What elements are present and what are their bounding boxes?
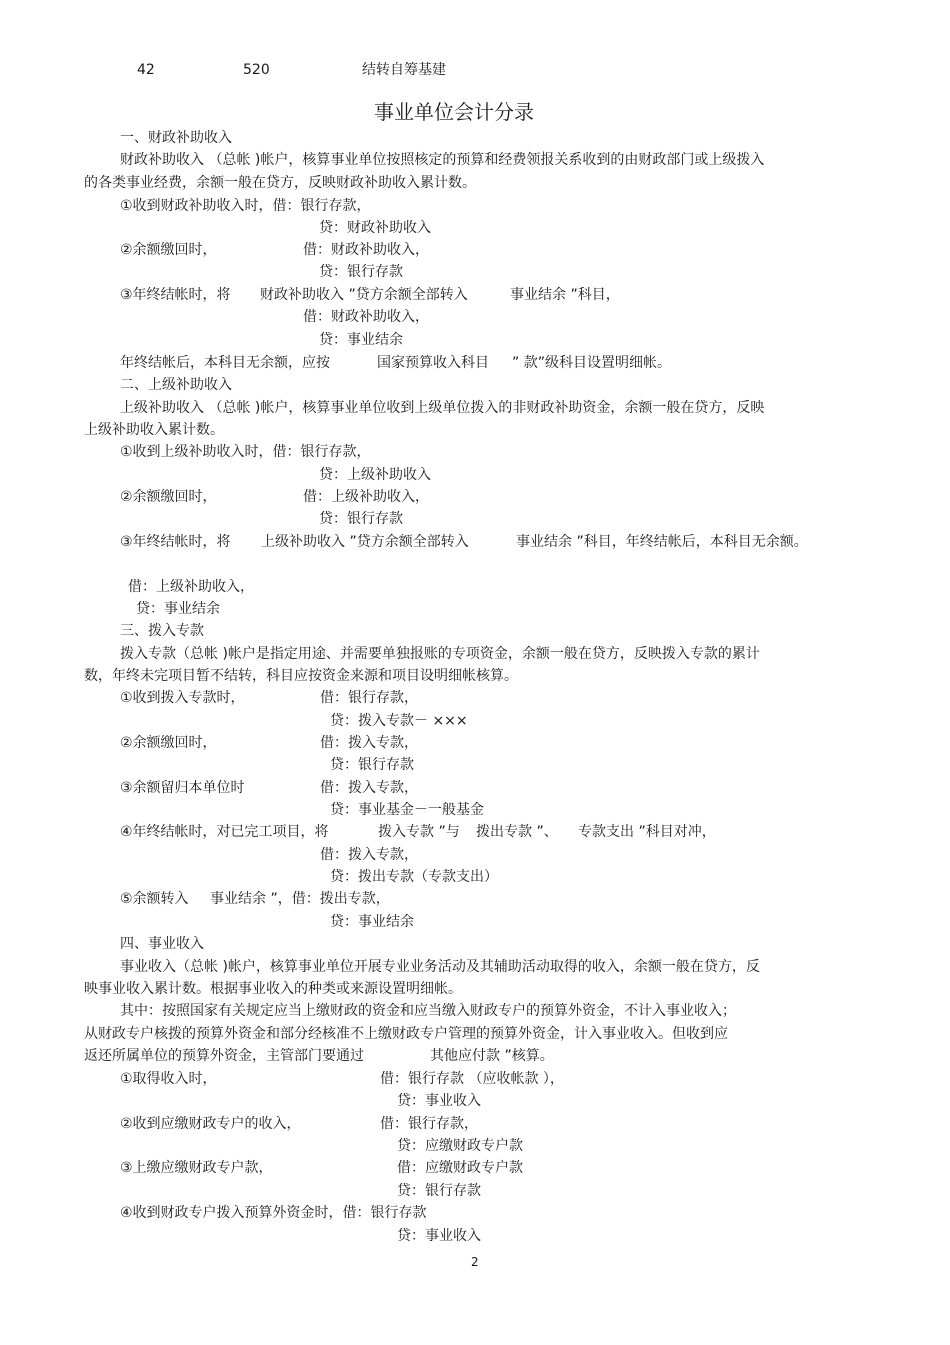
paragraph-line: 上级补助收入累计数。 — [84, 422, 224, 438]
page-title: 事业单位会计分录 — [374, 100, 534, 124]
note-line: 年终结帐后，本科目无余额，应按 — [120, 355, 330, 371]
section-heading-1: 一、财政补助收入 — [120, 130, 232, 146]
entry-credit: 贷：银行存款 — [397, 1183, 481, 1199]
entry-debit: 借：拨入专款， — [320, 735, 418, 751]
note-line: 国家预算收入科目 — [377, 355, 489, 371]
entry-line: ②余额缴回时， — [120, 489, 217, 505]
entry-debit: 借：上级补助收入， — [303, 489, 429, 505]
paragraph-line: 上级补助收入 （总帐 )帐户，核算事业单位收到上级单位拨入的非财政补助资金，余额一般在贷方，反映 — [120, 400, 765, 416]
entry-line: 财政补助收入 ”贷方余额全部转入 — [260, 287, 468, 303]
entry-line: ②余额缴回时， — [120, 735, 217, 751]
entry-line: ④收到财政专户拨入预算外资金时，借：银行存款 — [120, 1205, 427, 1221]
entry-debit: 借：银行存款， — [380, 1116, 478, 1132]
header-col-1: 42 — [137, 62, 155, 78]
entry-credit: 贷：上级补助收入 — [319, 467, 431, 483]
entry-debit: 借：拨入专款， — [320, 847, 418, 863]
entry-line: 事业结余 ”科目， — [510, 287, 620, 303]
entry-debit: 借：银行存款 （应收帐款 ）， — [380, 1071, 564, 1087]
note-line: ” 款”级科目设置明细帐。 — [512, 355, 671, 371]
paragraph-line: 映事业收入累计数。根据事业收入的种类或来源设置明细帐。 — [84, 981, 462, 997]
entry-debit: 借：应缴财政专户款 — [397, 1160, 523, 1176]
entry-credit: 贷：事业结余 — [330, 914, 414, 930]
header-col-2: 520 — [243, 62, 270, 78]
entry-line: ③余额留归本单位时 — [120, 780, 245, 796]
paragraph-line: 数，年终未完项目暂不结转，科目应按资金来源和项目设明细帐核算。 — [84, 668, 518, 684]
entry-credit: 贷：应缴财政专户款 — [397, 1138, 523, 1154]
paragraph-line: 从财政专户核拨的预算外资金和部分经核准不上缴财政专户管理的预算外资金，计入事业收入。但收到应 — [84, 1026, 728, 1042]
entry-line: 事业结余 ”科目，年终结帐后，本科目无余额。 — [516, 534, 808, 550]
entry-line: 上级补助收入 ”贷方余额全部转入 — [261, 534, 469, 550]
section-heading-2: 二、上级补助收入 — [120, 377, 232, 393]
paragraph-line: 财政补助收入 （总帐 )帐户，核算事业单位按照核定的预算和经费领报关系收到的由财政部门或上级拨入 — [120, 152, 765, 168]
entry-debit: 借：上级补助收入， — [128, 579, 254, 595]
entry-credit: 贷：事业收入 — [397, 1228, 481, 1244]
entry-debit: 借：财政补助收入， — [303, 242, 429, 258]
paragraph-line: 其他应付款 ”核算。 — [430, 1048, 554, 1064]
entry-credit: 贷：事业结余 — [136, 601, 220, 617]
entry-credit: 贷：拨入专款－ ××× — [330, 713, 468, 729]
entry-line: 事业结余 ”，借：拨出专款， — [210, 891, 390, 907]
entry-line: ②收到应缴财政专户的收入， — [120, 1116, 301, 1132]
entry-line: 专款支出 ”科目对冲， — [578, 824, 716, 840]
entry-line: ①取得收入时， — [120, 1071, 217, 1087]
entry-credit: 贷：拨出专款（专款支出） — [330, 869, 498, 885]
entry-line: ④年终结帐时，对已完工项目，将 — [120, 824, 329, 840]
entry-debit: 借：财政补助收入， — [303, 309, 429, 325]
entry-debit: 借：银行存款， — [320, 690, 418, 706]
entry-credit: 贷：银行存款 — [319, 264, 403, 280]
paragraph-line: 返还所属单位的预算外资金，主管部门要通过 — [84, 1048, 364, 1064]
entry-credit: 贷：事业基金－一般基金 — [330, 802, 484, 818]
page-number: 2 — [471, 1255, 479, 1269]
entry-line: ①收到上级补助收入时，借：银行存款， — [120, 444, 371, 460]
entry-line: ③年终结帐时，将 — [120, 534, 231, 550]
paragraph-line: 其中：按照国家有关规定应当上缴财政的资金和应当缴入财政专户的预算外资金，不计入事业收入； — [120, 1003, 736, 1019]
entry-line: 拨入专款 ”与 — [378, 824, 460, 840]
entry-credit: 贷：银行存款 — [319, 511, 403, 527]
entry-line: ③年终结帐时，将 — [120, 287, 231, 303]
entry-line: ③上缴应缴财政专户款， — [120, 1160, 273, 1176]
paragraph-line: 的各类事业经费，余额一般在贷方，反映财政补助收入累计数。 — [84, 175, 476, 191]
header-col-3: 结转自筹基建 — [362, 62, 446, 78]
section-heading-4: 四、事业收入 — [120, 936, 204, 952]
entry-line: ⑤余额转入 — [120, 891, 189, 907]
entry-line: ①收到拨入专款时， — [120, 690, 245, 706]
section-heading-3: 三、拨入专款 — [120, 623, 204, 639]
paragraph-line: 拨入专款（总帐 )帐户是指定用途、并需要单独报账的专项资金，余额一般在贷方，反映拨入专款的累计 — [120, 646, 760, 662]
entry-credit: 贷：银行存款 — [330, 757, 414, 773]
entry-line: 拨出专款 ”、 — [476, 824, 558, 840]
entry-credit: 贷：事业结余 — [319, 332, 403, 348]
entry-credit: 贷：财政补助收入 — [319, 220, 431, 236]
paragraph-line: 事业收入（总帐 )帐户，核算事业单位开展专业业务活动及其辅助活动取得的收入，余额一般在贷方，反 — [120, 959, 760, 975]
entry-credit: 贷：事业收入 — [397, 1093, 481, 1109]
entry-line: ①收到财政补助收入时，借：银行存款， — [120, 198, 371, 214]
entry-line: ②余额缴回时， — [120, 242, 217, 258]
entry-debit: 借：拨入专款， — [320, 780, 418, 796]
